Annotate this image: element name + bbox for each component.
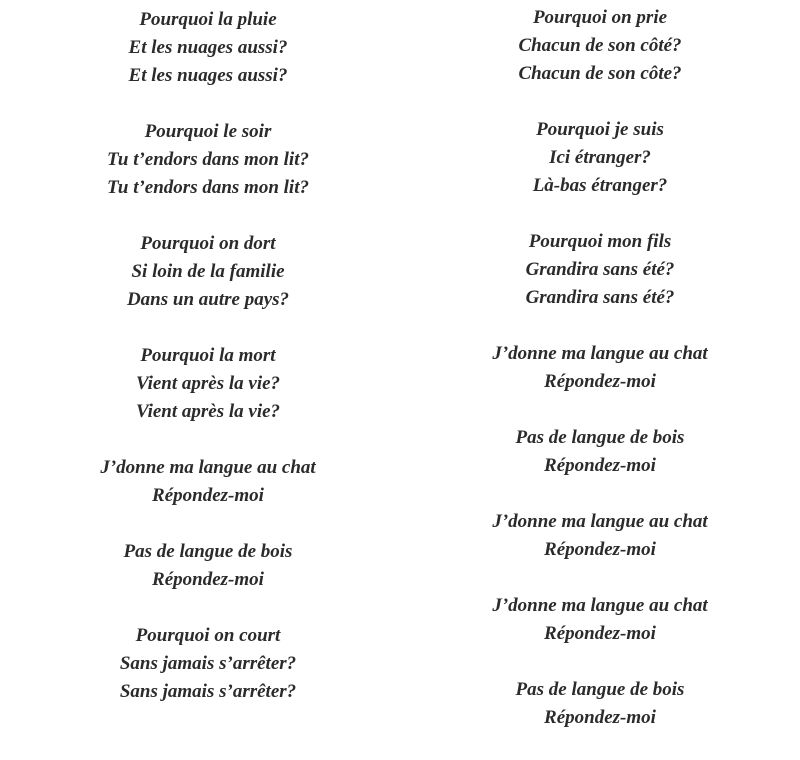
verse-line: J’donne ma langue au chat bbox=[492, 511, 708, 532]
verse-line: Tu t’endors dans mon lit? bbox=[106, 149, 309, 170]
verse-line: Grandira sans été? bbox=[525, 287, 675, 308]
stanza bbox=[422, 4, 778, 88]
verse-line: Répondez-moi bbox=[544, 455, 656, 476]
stanza bbox=[30, 342, 386, 426]
verse-line: Grandira sans été? bbox=[525, 259, 675, 280]
verse-line: Pourquoi on court bbox=[135, 625, 281, 646]
refrain bbox=[422, 340, 778, 396]
stanza bbox=[422, 228, 778, 312]
verse-line: J’donne ma langue au chat bbox=[492, 343, 708, 364]
verse-line: Là-bas étranger? bbox=[532, 175, 668, 196]
verse-line: Répondez-moi bbox=[152, 569, 264, 590]
verse-line: Pas de langue de bois bbox=[123, 541, 293, 562]
verse-line: Vient après la vie? bbox=[135, 401, 281, 422]
verse-line: J’donne ma langue au chat bbox=[100, 457, 316, 478]
verse-line: Pourquoi mon fils bbox=[528, 231, 672, 252]
stanza bbox=[422, 116, 778, 200]
verse-line: Pourquoi je suis bbox=[536, 119, 664, 140]
verse-line: Ici étranger? bbox=[549, 147, 651, 168]
verse-line: J’donne ma langue au chat bbox=[492, 595, 708, 616]
verse-line: Répondez-moi bbox=[544, 707, 656, 728]
refrain bbox=[422, 676, 778, 732]
verse-line: Sans jamais s’arrêter? bbox=[119, 653, 297, 674]
verse-line: Pourquoi la pluie bbox=[139, 9, 277, 30]
refrain bbox=[422, 592, 778, 648]
refrain bbox=[30, 454, 386, 510]
verse-line: Vient après la vie? bbox=[135, 373, 281, 394]
stanza bbox=[30, 118, 386, 202]
verse-line: Et les nuages aussi? bbox=[128, 65, 288, 86]
verse-line: Tu t’endors dans mon lit? bbox=[106, 177, 309, 198]
verse-line: Dans un autre pays? bbox=[126, 289, 290, 310]
verse-line: Chacun de son côté? bbox=[518, 35, 682, 56]
verse-line: Pourquoi on dort bbox=[140, 233, 276, 254]
left-column bbox=[30, 6, 386, 734]
verse-line: Répondez-moi bbox=[544, 371, 656, 392]
verse-line: Pas de langue de bois bbox=[515, 679, 685, 700]
verse-line: Si loin de la familie bbox=[131, 261, 285, 282]
refrain bbox=[422, 508, 778, 564]
verse-line: Répondez-moi bbox=[544, 539, 656, 560]
refrain bbox=[30, 538, 386, 594]
verse-line: Et les nuages aussi? bbox=[128, 37, 288, 58]
stanza bbox=[30, 622, 386, 706]
verse-line: Répondez-moi bbox=[544, 623, 656, 644]
refrain bbox=[422, 424, 778, 480]
verse-line: Pas de langue de bois bbox=[515, 427, 685, 448]
verse-line: Sans jamais s’arrêter? bbox=[119, 681, 297, 702]
verse-line: Pourquoi la mort bbox=[140, 345, 276, 366]
stanza bbox=[30, 6, 386, 90]
verse-line: Chacun de son côte? bbox=[518, 63, 682, 84]
stanza bbox=[30, 230, 386, 314]
verse-line: Répondez-moi bbox=[152, 485, 264, 506]
right-column bbox=[422, 4, 778, 760]
verse-line: Pourquoi le soir bbox=[144, 121, 272, 142]
verse-line: Pourquoi on prie bbox=[532, 7, 668, 28]
